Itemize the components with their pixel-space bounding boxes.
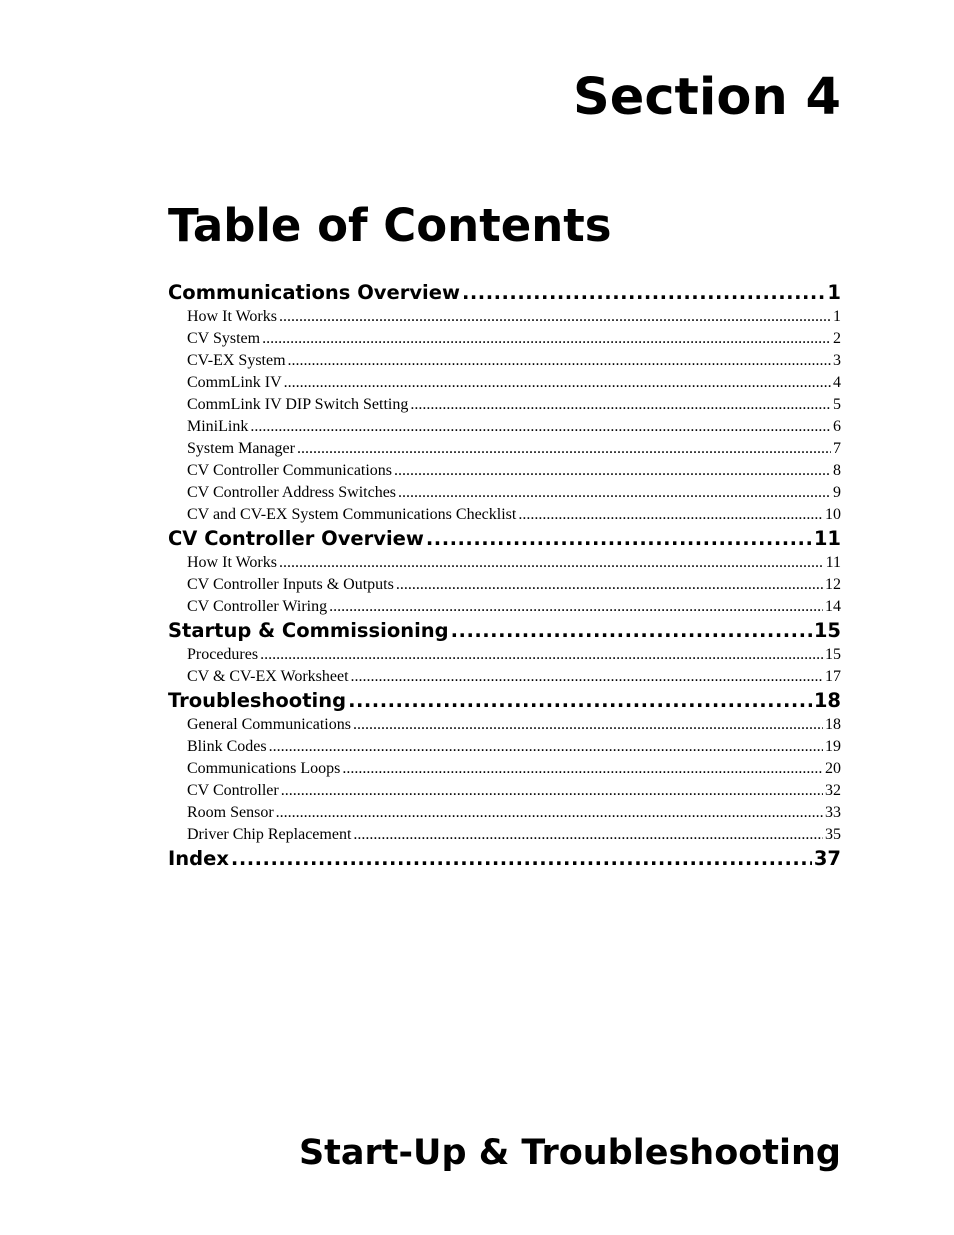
toc-entry-title: MiniLink [187, 418, 249, 435]
dot-leader [351, 666, 823, 688]
toc-entry[interactable] [168, 394, 841, 416]
toc-section-heading[interactable] [168, 688, 841, 714]
toc-section-heading-page-number: 37 [813, 847, 841, 870]
toc-entry-page-number: 4 [833, 374, 841, 391]
dot-leader [342, 758, 823, 780]
toc-section [168, 688, 841, 846]
toc-entry[interactable] [168, 824, 841, 846]
toc-entry-page-number: 5 [833, 396, 841, 413]
toc-entry-title: CV & CV-EX Worksheet [187, 668, 349, 685]
toc-section-heading-title: Index [168, 847, 229, 870]
dot-leader [262, 328, 831, 350]
toc-entry[interactable] [168, 802, 841, 824]
toc-entry-title: General Communications [187, 716, 351, 733]
toc-entry-title: Procedures [187, 646, 259, 663]
toc-entry[interactable] [168, 372, 841, 394]
toc-entry[interactable] [168, 736, 841, 758]
toc-entry[interactable] [168, 596, 841, 618]
toc-entry-page-number: 9 [833, 484, 841, 501]
dot-leader [348, 688, 812, 714]
toc-entry-title: System Manager [187, 440, 295, 457]
dot-leader [396, 574, 823, 596]
dot-leader [426, 526, 812, 552]
toc-entry[interactable] [168, 504, 841, 526]
toc-entry[interactable] [168, 758, 841, 780]
toc-entry-page-number: 6 [833, 418, 841, 435]
toc-entry-title: CV Controller [187, 782, 279, 799]
toc-entry-title: CV and CV-EX System Communications Checklist [187, 506, 517, 523]
toc-entry-page-number: 32 [825, 782, 841, 799]
toc-entry-title: Blink Codes [187, 738, 267, 755]
toc-entry[interactable] [168, 306, 841, 328]
dot-leader [260, 644, 823, 666]
toc-entry-page-number: 35 [825, 826, 841, 843]
toc-entry-page-number: 2 [833, 330, 841, 347]
dot-leader [394, 460, 831, 482]
toc-entry-title: CV Controller Inputs & Outputs [187, 576, 394, 593]
toc-section [168, 526, 841, 618]
toc-section-heading-title: Troubleshooting [168, 689, 347, 712]
dot-leader [284, 372, 831, 394]
toc-entry[interactable] [168, 416, 841, 438]
toc-section-heading-title: CV Controller Overview [168, 527, 424, 550]
toc-section [168, 618, 841, 688]
dot-leader [250, 416, 831, 438]
dot-leader [269, 736, 823, 758]
dot-leader [279, 552, 824, 574]
toc-entry[interactable] [168, 482, 841, 504]
toc-entry-page-number: 18 [825, 716, 841, 733]
dot-leader [410, 394, 831, 416]
toc-entry-title: CV-EX System [187, 352, 286, 369]
toc-section-heading-page-number: 1 [827, 281, 841, 304]
toc-entry-title: CommLink IV DIP Switch Setting [187, 396, 409, 413]
toc-entry[interactable] [168, 666, 841, 688]
toc-entry-title: CV Controller Communications [187, 462, 393, 479]
toc-section-heading-page-number: 18 [813, 689, 841, 712]
toc-heading: Table of Contents [168, 199, 612, 252]
section-label: Section 4 [573, 68, 841, 127]
dot-leader [518, 504, 823, 526]
toc-entry-page-number: 8 [833, 462, 841, 479]
table-of-contents [168, 280, 841, 872]
toc-entry[interactable] [168, 780, 841, 802]
toc-entry-title: CV Controller Address Switches [187, 484, 397, 501]
toc-entry-page-number: 3 [833, 352, 841, 369]
toc-entry-page-number: 20 [825, 760, 841, 777]
toc-section-heading[interactable] [168, 846, 841, 872]
toc-section-heading[interactable] [168, 280, 841, 306]
toc-entry-page-number: 17 [825, 668, 841, 685]
toc-entry-title: CV Controller Wiring [187, 598, 328, 615]
toc-entry-title: How It Works [187, 554, 277, 571]
toc-entry-page-number: 15 [825, 646, 841, 663]
toc-entry[interactable] [168, 644, 841, 666]
dot-leader [353, 824, 823, 846]
toc-section [168, 280, 841, 526]
toc-entry-page-number: 11 [825, 554, 841, 571]
toc-section-heading-title: Startup & Commissioning [168, 619, 449, 642]
toc-entry[interactable] [168, 328, 841, 350]
dot-leader [462, 280, 825, 306]
toc-entry-page-number: 10 [825, 506, 841, 523]
toc-entry[interactable] [168, 574, 841, 596]
toc-entry[interactable] [168, 714, 841, 736]
toc-section-heading[interactable] [168, 526, 841, 552]
toc-section-heading-page-number: 11 [813, 527, 841, 550]
toc-entry-title: Driver Chip Replacement [187, 826, 352, 843]
toc-entry-page-number: 19 [825, 738, 841, 755]
toc-section-heading-page-number: 15 [813, 619, 841, 642]
dot-leader [276, 802, 823, 824]
toc-entry[interactable] [168, 552, 841, 574]
toc-entry-title: CV System [187, 330, 261, 347]
toc-section-heading[interactable] [168, 618, 841, 644]
toc-entry-title: CommLink IV [187, 374, 282, 391]
dot-leader [288, 350, 831, 372]
toc-entry-page-number: 14 [825, 598, 841, 615]
toc-entry-page-number: 1 [833, 308, 841, 325]
dot-leader [297, 438, 831, 460]
dot-leader [353, 714, 823, 736]
toc-section [168, 846, 841, 872]
toc-entry-title: Communications Loops [187, 760, 341, 777]
toc-entry-title: How It Works [187, 308, 277, 325]
toc-entry-page-number: 12 [825, 576, 841, 593]
dot-leader [231, 846, 812, 872]
dot-leader [279, 306, 831, 328]
toc-entry-page-number: 33 [825, 804, 841, 821]
dot-leader [398, 482, 831, 504]
dot-leader [451, 618, 812, 644]
toc-entry[interactable] [168, 350, 841, 372]
dot-leader [329, 596, 823, 618]
dot-leader [281, 780, 823, 802]
footer-title: Start-Up & Troubleshooting [298, 1133, 841, 1173]
toc-entry-title: Room Sensor [187, 804, 274, 821]
toc-section-heading-title: Communications Overview [168, 281, 460, 304]
toc-entry[interactable] [168, 438, 841, 460]
toc-entry-page-number: 7 [833, 440, 841, 457]
toc-entry[interactable] [168, 460, 841, 482]
